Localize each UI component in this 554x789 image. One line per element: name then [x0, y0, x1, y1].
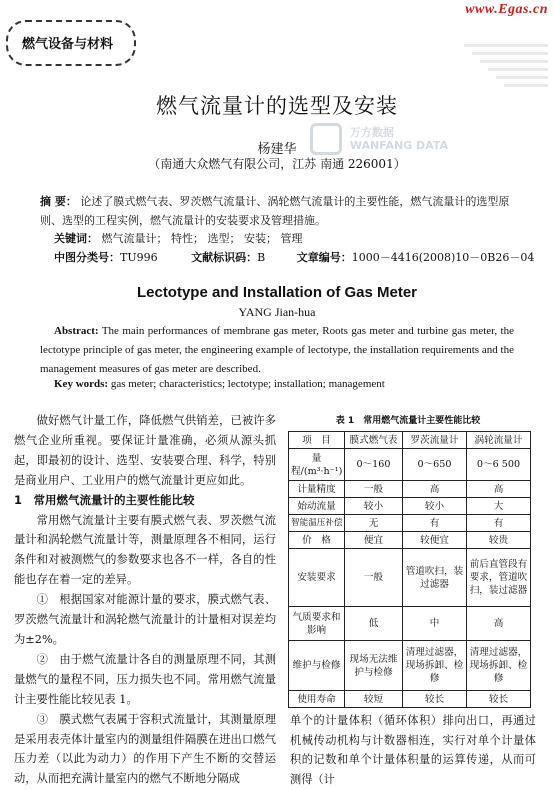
author: 杨建华 — [257, 142, 297, 157]
table-cell: 较贵 — [467, 532, 531, 549]
table-cell: 较长 — [403, 691, 467, 708]
table-cell: 高 — [403, 481, 467, 498]
body-paragraph: ③ 膜式燃气表属于容积式流量计，其测量原理是采用表壳体计量室内的测量组件隔膜在进出口燃气压力差（以此为动力）的作用下产生不断的交替运动，从而把充满计量室内的燃气不断地分隔成 — [14, 712, 276, 786]
abstract-cn-label: 摘 要： — [40, 195, 77, 208]
table-cell: 清理过滤器，现场拆卸、检修 — [467, 641, 531, 691]
abstract-en-text: The main performances of membrane gas meter, Roots gas meter and turbine gas meter, the lectotype principle of gas meter, the engineering example of lectotype, the installation requirements and the management measures of gas meter are described. — [40, 325, 514, 375]
body-right-column — [290, 711, 536, 789]
table-cell: 无 — [345, 515, 403, 532]
abstract-en-label: Abstract: — [54, 325, 99, 337]
doc-code-value: B — [257, 251, 266, 264]
site-watermark: www.Egas.cn — [465, 2, 548, 17]
abstract-en — [40, 322, 514, 379]
body-paragraph: 单个的计量体积（循环体积）排向出口，再通过机械传动机构与计数器相连，实行对单个计量体积的记数和单个计量体积量的运算传递，从而可测得（计 — [290, 714, 536, 786]
table-row — [289, 515, 531, 532]
wanfang-watermark-en: WANFANG DATA — [349, 139, 448, 152]
wanfang-logo-icon — [310, 123, 342, 155]
classification-row — [54, 249, 534, 265]
table-cell: 前后直管段有要求，管道吹扫，装过滤器 — [467, 549, 531, 607]
table-cell: 较小 — [403, 498, 467, 515]
wanfang-watermark-cn: 万方数据 — [349, 126, 394, 139]
table-cell: 价 格 — [289, 532, 345, 549]
table-cell: 高 — [467, 481, 531, 498]
table-row — [289, 481, 531, 498]
table-cell: 便宜 — [345, 532, 403, 549]
paper-title-en: Lectotype and Installation of Gas Meter — [136, 284, 418, 301]
table-cell: 较便宜 — [403, 532, 467, 549]
table-cell: 中 — [403, 607, 467, 641]
table-row — [289, 449, 531, 481]
keywords-cn-text: 燃气流量计； 特性； 选型； 安装； 管理 — [101, 232, 303, 245]
table-cell: 一般 — [345, 481, 403, 498]
body-paragraph: 做好燃气计量工作，降低燃气供销差，已被许多燃气企业所重视。要保证计量准确，必须从源头抓起，即最初的设计、选型、安装要合理、科学，特别是商业用户、工业用户的燃气流量计更应如此。 — [14, 414, 276, 487]
keywords-cn — [54, 230, 303, 246]
body-paragraph: ② 由于燃气流量计各自的测量原理不同，其测量燃气的量程不同，压力损失也不同。常用燃气流量计主要性能比较见表 1。 — [14, 652, 276, 706]
section-tag — [6, 20, 136, 66]
author-en: YANG Jian-hua — [238, 305, 316, 319]
body-left-column — [14, 411, 276, 789]
section-heading: 1 常用燃气流量计的主要性能比较 — [14, 492, 195, 507]
table-cell: 一般 — [345, 549, 403, 607]
keywords-cn-label: 关键词： — [54, 232, 98, 245]
abstract-cn — [40, 192, 516, 230]
table-cell: 管道吹扫，装过滤器 — [403, 549, 467, 607]
table-cell: 使用寿命 — [289, 691, 345, 708]
table-cell: 始动流量 — [289, 498, 345, 515]
table-cell: 智能温压补偿 — [289, 515, 345, 532]
table-row — [289, 498, 531, 515]
table-row — [289, 549, 531, 607]
abstract-cn-text: 论述了膜式燃气表、罗茨燃气流量计、涡轮燃气流量计的主要性能，燃气流量计的选型原则、选型的工程实例，燃气流量计的安装要求及管理措施。 — [40, 195, 510, 227]
table-caption: 表 1 常用燃气流量计主要性能比较 — [335, 416, 481, 426]
table-row — [289, 532, 531, 549]
table-cell: 量程/(m³·h⁻¹) — [289, 449, 345, 481]
table-cell: 低 — [345, 607, 403, 641]
keywords-en-label: Key words: — [54, 378, 109, 390]
table-header-cell: 膜式燃气表 — [345, 432, 403, 449]
table-cell: 大 — [467, 498, 531, 515]
wanfang-watermark — [310, 123, 470, 163]
table-cell: 安装要求 — [289, 549, 345, 607]
table-header-cell: 项 目 — [289, 432, 345, 449]
table-cell: 有 — [403, 515, 467, 532]
table-cell: 高 — [467, 607, 531, 641]
body-paragraph: ① 根据国家对能源计量的要求，膜式燃气表、罗茨燃气流量计和涡轮燃气流量计的计量相对误差均为±2%。 — [14, 593, 276, 646]
table-cell: 维护与检修 — [289, 641, 345, 691]
table-cell: 较小 — [345, 498, 403, 515]
section-tag-label: 燃气设备与材料 — [22, 37, 114, 52]
article-no-value: 1000－4416(2008)10－0B26－04 — [351, 251, 535, 264]
table-cell: 较长 — [467, 691, 531, 708]
table-cell: 有 — [467, 515, 531, 532]
affiliation: （南通大众燃气有限公司，江苏 南通 226001） — [148, 157, 406, 171]
table-row — [289, 691, 531, 708]
keywords-en — [54, 378, 385, 390]
table-row — [289, 607, 531, 641]
body-paragraph: 常用燃气流量计主要有膜式燃气表、罗茨燃气流量计和涡轮燃气流量计等，测量原理各不相同，运行条件和对被测燃气的参数要求也各不一样，各自的性能也存在着一定的差异。 — [14, 513, 276, 587]
table-header-cell: 涡轮流量计 — [467, 432, 531, 449]
paper-title: 燃气流量计的选型及安装 — [156, 94, 398, 118]
table-cell: 0～650 — [403, 449, 467, 481]
table-cell: 较短 — [345, 691, 403, 708]
table-cell: 清理过滤器，现场拆卸、检修 — [403, 641, 467, 691]
table-row — [289, 641, 531, 691]
article-no-label: 文章编号： — [296, 251, 352, 264]
table-cell: 0～160 — [345, 449, 403, 481]
keywords-en-text: gas meter; characteristics; lectotype; installation; management — [110, 378, 385, 390]
comparison-table — [288, 431, 531, 708]
table-cell: 气质要求和影响 — [289, 607, 345, 641]
table-header-cell: 罗茨流量计 — [403, 432, 467, 449]
table-cell: 现场无法维护与检修 — [345, 641, 403, 691]
doc-code-label: 文献标识码： — [191, 251, 258, 264]
table-header-row — [289, 432, 531, 449]
table-cell: 0～6 500 — [467, 449, 531, 481]
clc-value: TU996 — [120, 251, 158, 264]
clc-label: 中图分类号： — [54, 251, 120, 264]
table-cell: 计量精度 — [289, 481, 345, 498]
